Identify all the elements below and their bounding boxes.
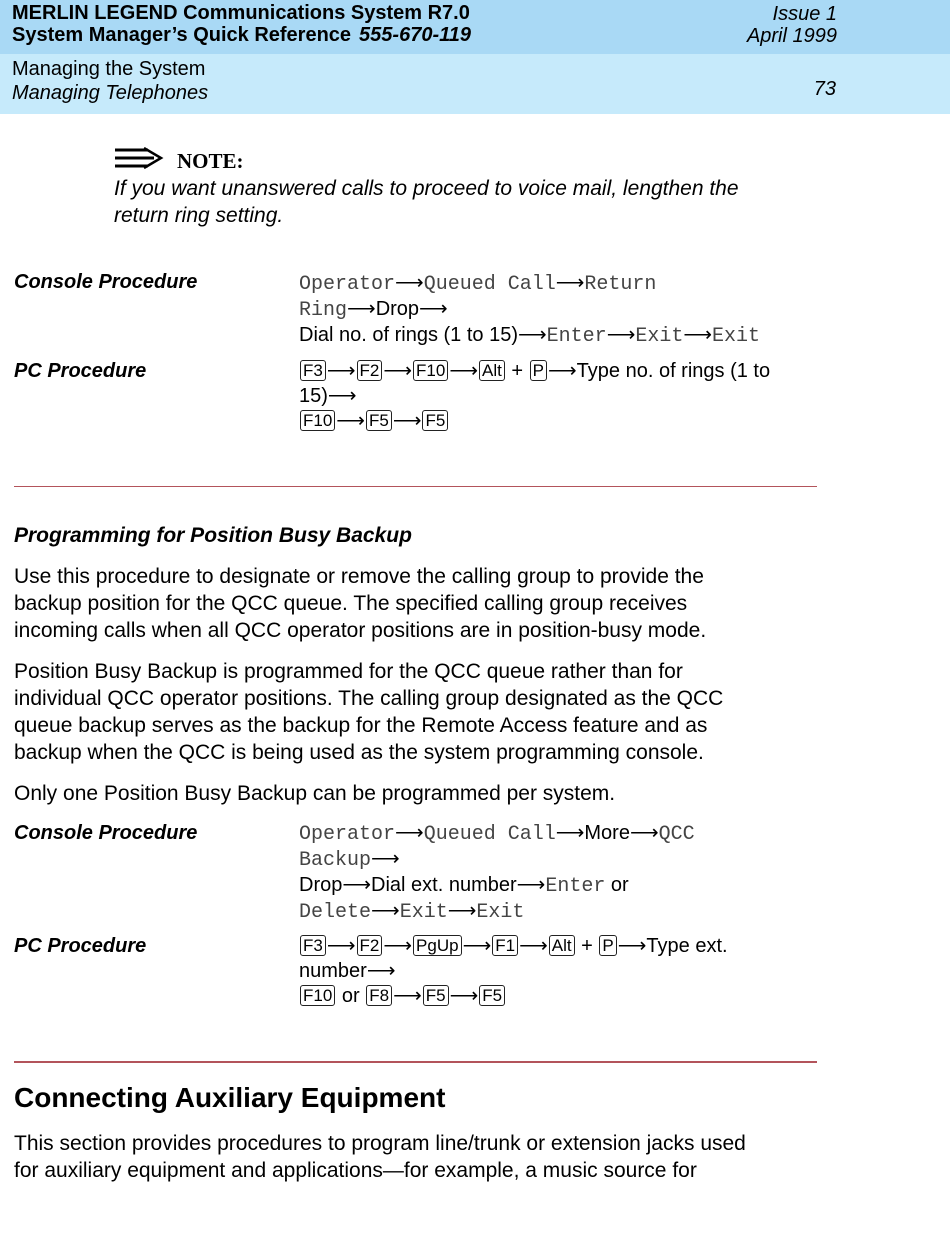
arrow-icon: ⟶ [449,360,478,382]
doc-title: MERLIN LEGEND Communications System R7.0 [12,2,470,24]
section-divider [14,1061,817,1063]
arrow-icon: ⟶ [366,960,396,982]
arrow-icon: ⟶ [383,360,413,382]
paragraph-line: This section provides procedures to program line/trunk or extension jacks used [14,1132,746,1155]
arrow-icon: ⟶ [519,935,548,957]
step-return: Return [584,273,657,296]
arrow-icon: ⟶ [395,272,424,294]
subsection-name: Managing Telephones [12,82,209,104]
paragraph [14,563,814,644]
step-drop: Drop [375,298,420,320]
arrow-icon: ⟶ [326,360,356,382]
console-procedure-label: Console Procedure [14,822,198,844]
key-f5: F5 [422,410,448,431]
arrow-icon: ⟶ [548,360,577,382]
step-more: More [584,822,630,844]
key-f10: F10 [300,410,335,431]
note-arrow-icon [114,147,164,171]
key-f10: F10 [300,985,335,1006]
section-bar [0,54,950,114]
section-title-position-busy: Programming for Position Busy Backup [14,524,412,547]
paragraph-line: backup position for the QCC queue. The specified calling group receives [14,592,688,615]
paragraph-line: individual QCC operator positions. The calling group designated as the QCC [14,687,724,710]
console-procedure-steps [299,271,760,349]
paragraph-line: queue backup serves as the backup for the Remote Access feature and as [14,714,708,737]
or-text: or [341,985,360,1007]
note-label: NOTE: [177,149,244,173]
key-f10: F10 [413,360,448,381]
pc-procedure-label: PC Procedure [14,935,147,957]
arrow-icon: ⟶ [327,385,357,407]
or-text: or [610,874,629,896]
pc-procedure-steps [299,934,728,1009]
page-number: 73 [813,78,836,100]
section-title-aux: Connecting Auxiliary Equipment [14,1082,446,1113]
arrow-icon: ⟶ [326,935,356,957]
paragraph-line: Only one Position Busy Backup can be programmed per system. [14,782,616,805]
step-queued-call: Queued Call [423,273,556,296]
arrow-icon: ⟶ [371,848,400,870]
plus-sign: + [511,360,524,382]
step-delete: Delete [299,901,372,924]
arrow-icon: ⟶ [371,900,400,922]
section-name: Managing the System [12,58,206,80]
key-alt: Alt [549,935,575,956]
key-pgup: PgUp [413,935,462,956]
header-bar [0,0,950,54]
arrow-icon: ⟶ [555,272,585,294]
paragraph [14,1130,814,1184]
arrow-icon: ⟶ [516,874,546,896]
console-procedure-label: Console Procedure [14,271,198,293]
paragraph [14,658,814,766]
arrow-icon: ⟶ [683,324,713,346]
note-text [114,175,814,229]
step-ring: Ring [299,299,348,322]
step-type-ext: Type ext. [646,935,728,957]
arrow-icon: ⟶ [447,900,477,922]
doc-subtitle-text: System Manager’s Quick Reference [12,24,352,46]
paragraph [14,780,814,807]
step-exit: Exit [712,325,761,348]
paragraph-line: Use this procedure to designate or remove the calling group to provide the [14,565,704,588]
step-dial: Dial no. of rings (1 to 15) [299,324,518,346]
doc-subtitle [12,24,471,46]
pc-procedure-steps [299,359,770,434]
console-procedure-steps [299,821,695,925]
key-f8: F8 [366,985,392,1006]
key-p: P [599,935,616,956]
doc-issue: Issue 1 [772,3,837,25]
paragraph-line: for auxiliary equipment and applications—for example, a music source for [14,1159,697,1182]
doc-date: April 1999 [746,25,837,47]
arrow-icon: ⟶ [392,410,422,432]
arrow-icon: ⟶ [342,874,372,896]
plus-sign: + [581,935,593,957]
arrow-icon: ⟶ [393,985,422,1007]
step-queued-call: Queued Call [423,823,556,846]
step-type-rings: Type no. of rings (1 to [576,360,771,382]
doc-number: 555-670-119 [359,24,471,46]
section-divider [14,486,817,487]
step-operator: Operator [299,823,396,846]
step-qcc: QCC [658,823,695,846]
step-enter: Enter [545,875,606,898]
step-drop: Drop [299,874,343,896]
arrow-icon: ⟶ [518,324,547,346]
paragraph-line: Position Busy Backup is programmed for the QCC queue rather than for [14,660,683,683]
key-f5: F5 [366,410,392,431]
arrow-icon: ⟶ [347,298,376,320]
key-f2: F2 [357,935,383,956]
pc-procedure-label: PC Procedure [14,360,147,382]
arrow-icon: ⟶ [419,298,448,320]
step-dial: Dial ext. number [371,874,517,896]
key-f5: F5 [423,985,449,1006]
arrow-icon: ⟶ [555,822,585,844]
key-f1: F1 [492,935,518,956]
step-exit: Exit [635,325,684,348]
key-f3: F3 [300,360,326,381]
note-line: If you want unanswered calls to proceed to voice mail, lengthen the [114,177,739,200]
key-f3: F3 [300,935,326,956]
arrow-icon: ⟶ [617,935,647,957]
arrow-icon: ⟶ [449,985,479,1007]
arrow-icon: ⟶ [395,822,424,844]
step-exit: Exit [476,901,525,924]
key-f5: F5 [479,985,505,1006]
step-enter: Enter [546,325,607,348]
arrow-icon: ⟶ [336,410,365,432]
arrow-icon: ⟶ [462,935,492,957]
step-operator: Operator [299,273,396,296]
step-exit: Exit [399,901,448,924]
step-type-ext-cont: number [299,960,367,982]
key-f2: F2 [357,360,383,381]
paragraph-line: backup when the QCC is being used as the system programming console. [14,741,704,764]
note-line: return ring setting. [114,204,284,227]
key-alt: Alt [479,360,505,381]
arrow-icon: ⟶ [606,324,636,346]
arrow-icon: ⟶ [629,822,659,844]
step-type-rings-cont: 15) [299,385,328,407]
key-p: P [530,360,547,381]
arrow-icon: ⟶ [383,935,413,957]
step-backup: Backup [299,849,372,872]
paragraph-line: incoming calls when all QCC operator positions are in position-busy mode. [14,619,707,642]
